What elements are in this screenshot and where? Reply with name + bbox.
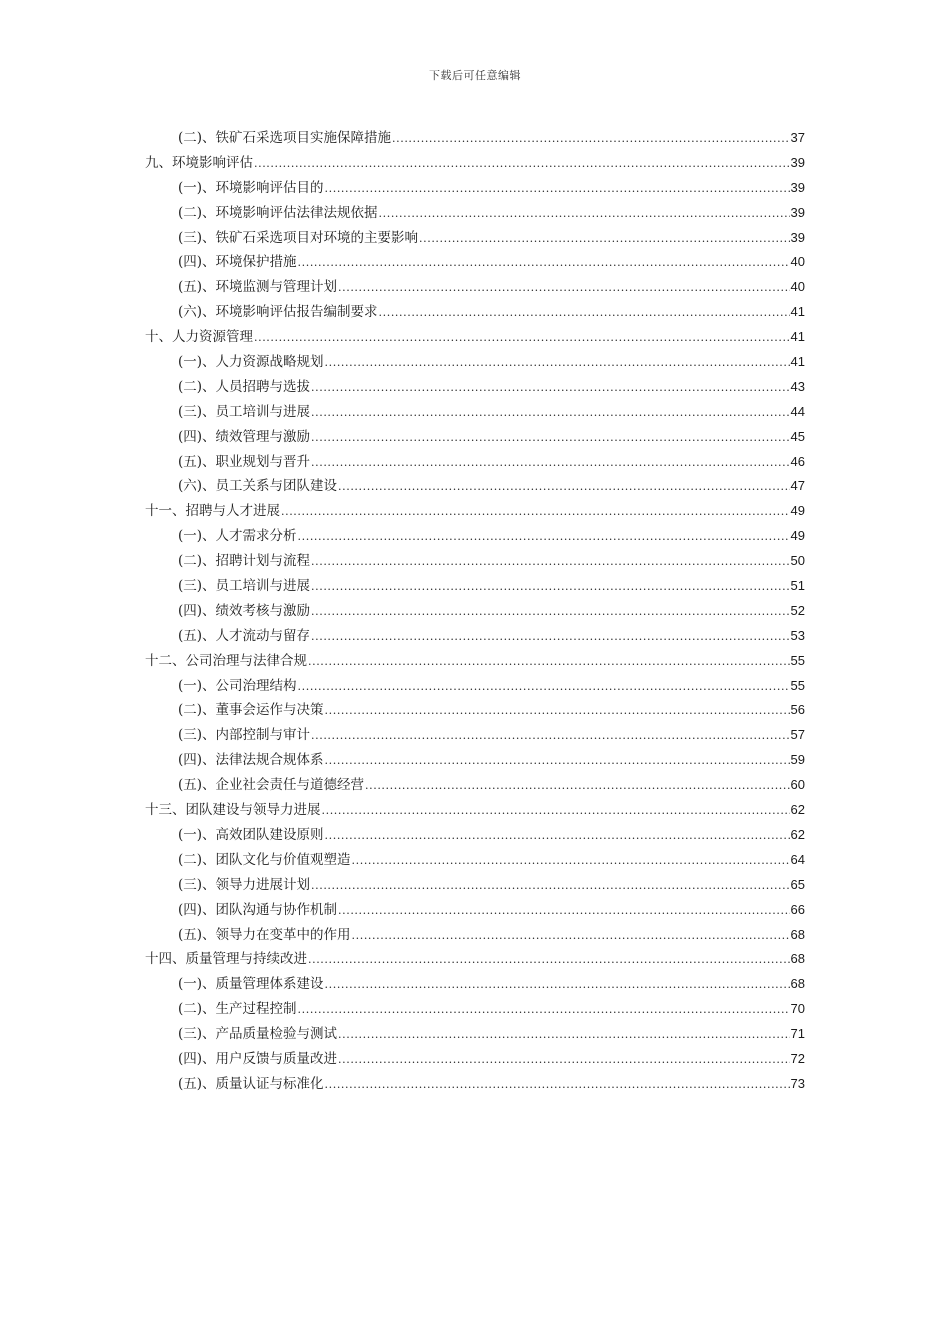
page-header: 下载后可任意编辑: [429, 69, 521, 82]
toc-dot-leader: [254, 326, 790, 350]
toc-section-entry[interactable]: [145, 674, 805, 699]
toc-entry-title: (三)、产品质量检验与测试: [178, 1026, 338, 1043]
toc-section-entry[interactable]: [145, 723, 805, 748]
toc-entry-title: (五)、质量认证与标准化: [178, 1075, 324, 1092]
toc-entry-title: 十三、团队建设与领导力进展: [145, 802, 321, 819]
toc-section-entry[interactable]: [145, 599, 805, 624]
toc-entry-title: (二)、团队文化与价值观塑造: [178, 851, 351, 868]
toc-entry-title: (一)、人才需求分析: [178, 528, 297, 545]
toc-page-number: 68: [790, 926, 805, 942]
toc-entry-title: (一)、公司治理结构: [178, 677, 297, 694]
toc-chapter-entry[interactable]: [145, 151, 805, 176]
toc-entry-title: 十四、质量管理与持续改进: [145, 951, 307, 968]
toc-entry-title: (二)、招聘计划与流程: [178, 553, 311, 570]
toc-page-number: 46: [790, 453, 805, 469]
toc-entry-title: (三)、领导力进展计划: [178, 876, 311, 893]
toc-section-entry[interactable]: [145, 425, 805, 450]
toc-page-number: 60: [790, 777, 805, 793]
toc-dot-leader: [325, 351, 790, 375]
toc-entry-title: (五)、人才流动与留存: [178, 627, 311, 644]
toc-section-entry[interactable]: [145, 176, 805, 201]
toc-section-entry[interactable]: [145, 972, 805, 997]
toc-page-number: 73: [790, 1075, 805, 1091]
toc-chapter-entry[interactable]: [145, 947, 805, 972]
toc-dot-leader: [325, 1073, 790, 1097]
toc-dot-leader: [281, 500, 790, 524]
toc-dot-leader: [298, 251, 790, 275]
toc-entry-title: (一)、质量管理体系建设: [178, 976, 324, 993]
toc-section-entry[interactable]: [145, 201, 805, 226]
toc-entry-title: (一)、高效团队建设原则: [178, 826, 324, 843]
toc-entry-title: 十一、招聘与人才进展: [145, 503, 280, 520]
toc-dot-leader: [311, 625, 789, 649]
toc-dot-leader: [338, 276, 789, 300]
toc-dot-leader: [311, 550, 789, 574]
toc-dot-leader: [325, 824, 790, 848]
toc-entry-title: (二)、人员招聘与选拔: [178, 378, 311, 395]
toc-dot-leader: [338, 899, 789, 923]
toc-entry-title: (三)、员工培训与进展: [178, 578, 311, 595]
toc-page-number: 68: [790, 951, 805, 967]
toc-entry-title: (三)、铁矿石采选项目对环境的主要影响: [178, 229, 419, 246]
toc-page-number: 41: [790, 329, 805, 345]
toc-entry-title: (二)、董事会运作与决策: [178, 702, 324, 719]
toc-dot-leader: [325, 699, 790, 723]
toc-dot-leader: [298, 998, 790, 1022]
toc-page-number: 39: [790, 154, 805, 170]
toc-dot-leader: [308, 650, 790, 674]
toc-section-entry[interactable]: [145, 848, 805, 873]
toc-page-number: 71: [790, 1026, 805, 1042]
toc-page-number: 44: [790, 403, 805, 419]
toc-dot-leader: [365, 774, 789, 798]
toc-dot-leader: [311, 376, 789, 400]
toc-page-number: 39: [790, 229, 805, 245]
toc-chapter-entry[interactable]: [145, 325, 805, 350]
toc-section-entry[interactable]: [145, 997, 805, 1022]
toc-dot-leader: [311, 426, 789, 450]
toc-section-entry[interactable]: [145, 773, 805, 798]
toc-page-number: 62: [790, 826, 805, 842]
toc-section-entry[interactable]: [145, 226, 805, 251]
toc-page-number: 39: [790, 179, 805, 195]
toc-page-number: 39: [790, 204, 805, 220]
toc-entry-title: 十、人力资源管理: [145, 329, 253, 346]
toc-dot-leader: [325, 177, 790, 201]
toc-page-number: 65: [790, 876, 805, 892]
toc-dot-leader: [311, 724, 789, 748]
toc-page-number: 43: [790, 378, 805, 394]
toc-section-entry[interactable]: [145, 1022, 805, 1047]
toc-section-entry[interactable]: [145, 400, 805, 425]
toc-dot-leader: [379, 202, 790, 226]
toc-page-number: 49: [790, 503, 805, 519]
toc-dot-leader: [338, 475, 789, 499]
toc-page-number: 70: [790, 1001, 805, 1017]
toc-entry-title: (四)、团队沟通与协作机制: [178, 901, 338, 918]
toc-dot-leader: [392, 127, 789, 151]
toc-section-entry[interactable]: [145, 923, 805, 948]
toc-page-number: 40: [790, 279, 805, 295]
toc-section-entry[interactable]: [145, 873, 805, 898]
toc-dot-leader: [311, 451, 789, 475]
toc-entry-title: (四)、用户反馈与质量改进: [178, 1050, 338, 1067]
toc-page-number: 68: [790, 976, 805, 992]
toc-section-entry[interactable]: [145, 275, 805, 300]
toc-page-number: 56: [790, 702, 805, 718]
toc-entry-title: (六)、环境影响评估报告编制要求: [178, 304, 378, 321]
toc-entry-title: (五)、职业规划与晋升: [178, 453, 311, 470]
toc-dot-leader: [338, 1023, 789, 1047]
toc-dot-leader: [254, 152, 790, 176]
toc-dot-leader: [298, 525, 790, 549]
toc-entry-title: (四)、绩效管理与激励: [178, 428, 311, 445]
toc-page-number: 37: [790, 130, 805, 145]
toc-entry-title: (三)、员工培训与进展: [178, 403, 311, 420]
toc-page-number: 57: [790, 727, 805, 743]
toc-entry-title: (四)、法律法规合规体系: [178, 752, 324, 769]
toc-page-number: 66: [790, 901, 805, 917]
toc-page-number: 53: [790, 627, 805, 643]
toc-page-number: 52: [790, 602, 805, 618]
toc-page-number: 50: [790, 553, 805, 569]
toc-dot-leader: [325, 973, 790, 997]
toc-section-entry[interactable]: [145, 450, 805, 475]
toc-entry-title: (二)、铁矿石采选项目实施保障措施: [178, 130, 392, 146]
toc-section-entry[interactable]: [145, 375, 805, 400]
toc-dot-leader: [298, 675, 790, 699]
toc-section-entry[interactable]: [145, 250, 805, 275]
toc-entry-title: (五)、企业社会责任与道德经营: [178, 777, 365, 794]
toc-entry-title: 十二、公司治理与法律合规: [145, 652, 307, 669]
toc-page-number: 45: [790, 428, 805, 444]
toc-section-entry[interactable]: [145, 823, 805, 848]
toc-entry-title: (三)、内部控制与审计: [178, 727, 311, 744]
toc-entry-title: (五)、领导力在变革中的作用: [178, 926, 351, 943]
toc-entry-title: (四)、环境保护措施: [178, 254, 297, 271]
toc-page-number: 72: [790, 1050, 805, 1066]
toc-page-number: 55: [790, 652, 805, 668]
toc-dot-leader: [311, 401, 789, 425]
toc-dot-leader: [311, 874, 789, 898]
toc-entry-title: 九、环境影响评估: [145, 154, 253, 171]
toc-entry-title: (一)、人力资源战略规划: [178, 354, 324, 371]
toc-section-entry[interactable]: [145, 1072, 805, 1097]
toc-section-entry[interactable]: [145, 524, 805, 549]
toc-section-entry[interactable]: [145, 898, 805, 923]
toc-entry-title: (一)、环境影响评估目的: [178, 179, 324, 196]
toc-section-entry[interactable]: [145, 574, 805, 599]
toc-section-entry[interactable]: [145, 1047, 805, 1072]
toc-chapter-entry[interactable]: [145, 649, 805, 674]
toc-dot-leader: [322, 799, 790, 823]
toc-section-entry[interactable]: [145, 350, 805, 375]
toc-entry-title: (四)、绩效考核与激励: [178, 602, 311, 619]
toc-dot-leader: [419, 227, 789, 251]
toc-dot-leader: [311, 600, 789, 624]
toc-section-entry[interactable]: [145, 126, 805, 151]
toc-page-number: 51: [790, 578, 805, 594]
toc-page-number: 40: [790, 254, 805, 270]
toc-entry-title: (二)、环境影响评估法律法规依据: [178, 204, 378, 221]
toc-page-number: 49: [790, 528, 805, 544]
toc-section-entry[interactable]: [145, 748, 805, 773]
toc-section-entry[interactable]: [145, 698, 805, 723]
toc-entry-title: (六)、员工关系与团队建设: [178, 478, 338, 495]
toc-chapter-entry[interactable]: [145, 499, 805, 524]
toc-entry-title: (五)、环境监测与管理计划: [178, 279, 338, 296]
toc-section-entry[interactable]: [145, 300, 805, 325]
toc-dot-leader: [352, 924, 790, 948]
toc-page-number: 47: [790, 478, 805, 494]
toc-page-number: 64: [790, 851, 805, 867]
toc-page-number: 62: [790, 802, 805, 818]
table-of-contents: [145, 126, 805, 1097]
toc-dot-leader: [352, 849, 790, 873]
toc-section-entry[interactable]: [145, 474, 805, 499]
toc-chapter-entry[interactable]: [145, 798, 805, 823]
toc-dot-leader: [379, 301, 790, 325]
toc-section-entry[interactable]: [145, 549, 805, 574]
toc-section-entry[interactable]: [145, 624, 805, 649]
toc-entry-title: (二)、生产过程控制: [178, 1001, 297, 1018]
toc-dot-leader: [338, 1048, 789, 1072]
toc-page-number: 59: [790, 752, 805, 768]
toc-page-number: 55: [790, 677, 805, 693]
toc-dot-leader: [325, 749, 790, 773]
toc-dot-leader: [308, 948, 790, 972]
toc-page-number: 41: [790, 354, 805, 370]
toc-page-number: 41: [790, 304, 805, 320]
toc-dot-leader: [311, 575, 789, 599]
